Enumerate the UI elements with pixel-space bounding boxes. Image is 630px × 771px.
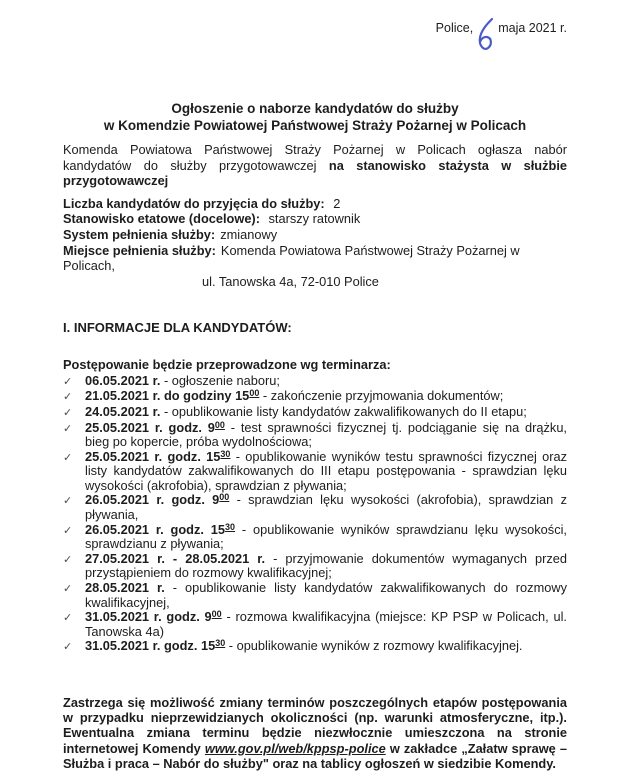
schedule-item: [63, 639, 567, 655]
detail-value: 2: [329, 195, 341, 211]
checkmark-icon: ✓: [63, 406, 73, 419]
detail-value: starszy ratownik: [264, 211, 361, 227]
detail-row-location: [63, 243, 567, 274]
checkmark-icon: ✓: [63, 495, 73, 508]
schedule-item: [63, 374, 567, 390]
title-line-2: w Komendzie Powiatowej Państwowej Straży Pożarnej w Policach: [103, 118, 527, 133]
date-rest: maja 2021 r.: [498, 21, 567, 35]
detail-value: zmianowy: [220, 226, 278, 242]
checkmark-icon: ✓: [63, 391, 73, 404]
intro-paragraph: [63, 142, 567, 189]
schedule-item: [63, 421, 567, 450]
checkmark-icon: ✓: [63, 553, 73, 566]
schedule-item-text: 31.05.2021 r. godz. $15^{30}$ - opublikowanie wyników z rozmowy kwalifikacyjnej.: [85, 638, 523, 654]
schedule-item-text: 25.05.2021 r. godz. $15^{30}$ - opublikowanie wyników testu sprawności fizycznej oraz listy kandydatów zakwalifikowanych do III etapu postępowania - sprawdzian lęku wysokości (akrofobia), sprawdzian z pływania;: [85, 448, 567, 493]
detail-label: Stanowisko etatowe (docelowe):: [63, 211, 260, 227]
detail-label: System pełnienia służby:: [63, 226, 216, 242]
checkmark-icon: ✓: [63, 641, 73, 654]
detail-row-shift-system: [63, 227, 567, 243]
checkmark-icon: ✓: [63, 612, 73, 625]
schedule-list: [63, 374, 567, 655]
intro-bold-text: na stanowisko stażysta w służbie przygotowawczej: [63, 157, 567, 188]
schedule-item: [63, 552, 567, 581]
schedule-item-text: 28.05.2021 r. - opublikowanie listy kandydatów zakwalifikowanych do rozmowy kwalifikacyjnej,: [85, 580, 567, 610]
detail-location-address-line2: ul. Tanowska 4a, 72-010 Police: [202, 274, 379, 290]
detail-row-candidate-count: [63, 196, 567, 212]
website-link[interactable]: www.gov.pl/web/kppsp-police: [204, 740, 386, 756]
checkmark-icon: ✓: [63, 524, 73, 537]
vacancy-details: [63, 196, 567, 290]
schedule-item-text: 31.05.2021 r. godz. $9^{00}$ - rozmowa kwalifikacyjna (miejsce: KP PSP w Policach, ul. Tanowska 4a): [85, 609, 567, 639]
change-disclaimer-paragraph: [63, 695, 567, 771]
detail-row-position: [63, 211, 567, 227]
schedule-item-text: 25.05.2021 r. godz. $9^{00}$ - test sprawności fizycznej tj. podciąganie się na drążku, bieg po kopercie, próba wydolnościowa;: [85, 419, 567, 450]
checkmark-icon: ✓: [63, 583, 73, 596]
detail-label: Miejsce pełnienia służby:: [63, 242, 216, 258]
detail-label: Liczba kandydatów do przyjęcia do służby:: [63, 195, 325, 211]
handwritten-day-icon: [476, 17, 496, 53]
schedule-item: [63, 493, 567, 522]
schedule-item: [63, 581, 567, 610]
checkmark-icon: ✓: [63, 451, 73, 464]
detail-value: Komenda Powiatowa Państwowej Straży Pożarnej w Policach,: [63, 242, 520, 274]
schedule-item-text: 06.05.2021 r. - ogłoszenie naboru;: [85, 372, 280, 388]
schedule-item: [63, 405, 567, 421]
checkmark-icon: ✓: [63, 375, 73, 388]
date-line: [63, 20, 567, 56]
intro-text: Komenda Powiatowa Państwowej Straży Pożarnej w Policach ogłasza nabór kandydatów do służby przygotowawczej: [63, 142, 567, 173]
schedule-item: [63, 389, 567, 405]
disclaimer-text-1: Zastrzega się możliwość zmiany terminów poszczególnych etapów postępowania w przypadku nieprzewidzianych okoliczności (np. warunki atmosferyczne, itp.). Ewentualna zmiana terminu będzie niezwłocznie umieszczona na stronie internetowej Komendy: [63, 695, 567, 756]
schedule-item: [63, 450, 567, 494]
schedule-item-text: 24.05.2021 r. - opublikowanie listy kandydatów zakwalifikowanych do II etapu;: [85, 403, 527, 419]
date-city: Police,: [435, 21, 474, 35]
schedule-item-text: 26.05.2021 r. godz. $9^{00}$ - sprawdzian lęku wysokości (akrofobia), sprawdzian z pływania,: [85, 492, 567, 523]
schedule-item: [63, 610, 567, 639]
schedule-item-text: 21.05.2021 r. do godziny $15^{00}$ - zakończenie przyjmowania dokumentów;: [85, 388, 504, 404]
schedule-subheading: Postępowanie będzie przeprowadzone wg terminarza:: [63, 356, 391, 372]
schedule-item: [63, 523, 567, 552]
schedule-item-text: 27.05.2021 r. - 28.05.2021 r. - przyjmowanie dokumentów wymaganych przed przystąpieniem do rozmowy kwalifikacyjnej;: [85, 550, 567, 581]
section-heading: I. INFORMACJE DLA KANDYDATÓW:: [63, 319, 292, 335]
document-title: [63, 100, 567, 134]
schedule-item-text: 26.05.2021 r. godz. $15^{30}$ - opublikowanie wyników sprawdzianu lęku wysokości, sprawdzianu z pływania;: [85, 521, 567, 552]
disclaimer-text-2: w zakładce „Załatw sprawę – Służba i praca – Nabór do służby" oraz na tablicy ogłoszeń w siedzibie Komendy.: [63, 740, 567, 771]
checkmark-icon: ✓: [63, 422, 73, 435]
title-line-1: Ogłoszenie o naborze kandydatów do służby: [171, 101, 459, 116]
